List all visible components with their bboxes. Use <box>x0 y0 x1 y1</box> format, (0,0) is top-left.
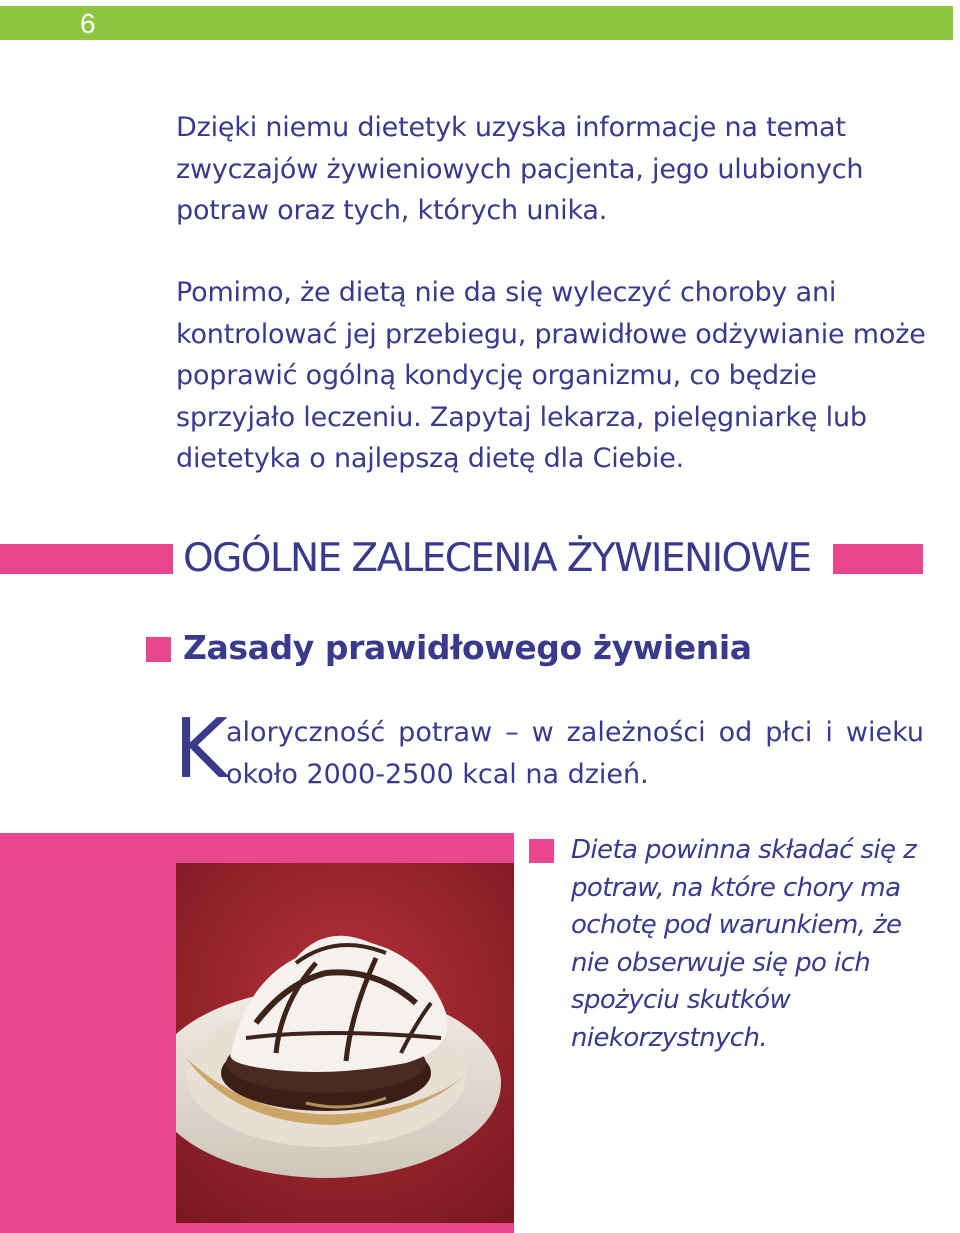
square-bullet-icon <box>146 637 171 662</box>
square-bullet-icon <box>529 839 554 863</box>
dessert-photo <box>176 863 514 1223</box>
header-bar <box>0 6 953 40</box>
subheading: Zasady prawidłowego żywienia <box>183 628 752 667</box>
intro-paragraph-2: Pomimo, że dietą nie da się wyleczyć choroby ani kontrolować jej przebiegu, prawidłowe odżywianie może poprawić ogólną kondycję organizmu, co będzie sprzyjało leczeniu. Zapytaj lekarza, pielęgniarkę lub dietetyka o najlepszą dietę dla Ciebie. <box>176 277 926 474</box>
calories-line-1: aloryczność potraw – w zależności od płci i wieku <box>226 717 924 748</box>
drop-cap: K <box>174 702 228 797</box>
tip-text: Dieta powinna składać się z potraw, na które chory ma ochotę pod warunkiem, że nie obserwuje się po ich spożyciu skutków niekorzystnych. <box>571 835 917 1053</box>
page-number: 6 <box>80 8 96 39</box>
section-rule-right <box>833 544 923 574</box>
intro-paragraph-1: Dzięki niemu dietetyk uzyska informacje na temat zwyczajów żywieniowych pacjenta, jego ulubionych potraw oraz tych, których unika. <box>176 112 864 226</box>
section-title: OGÓLNE ZALECENIA ŻYWIENIOWE <box>183 536 811 581</box>
calories-line-2: około 2000-2500 kcal na dzień. <box>226 759 649 790</box>
section-rule-left <box>0 544 173 574</box>
